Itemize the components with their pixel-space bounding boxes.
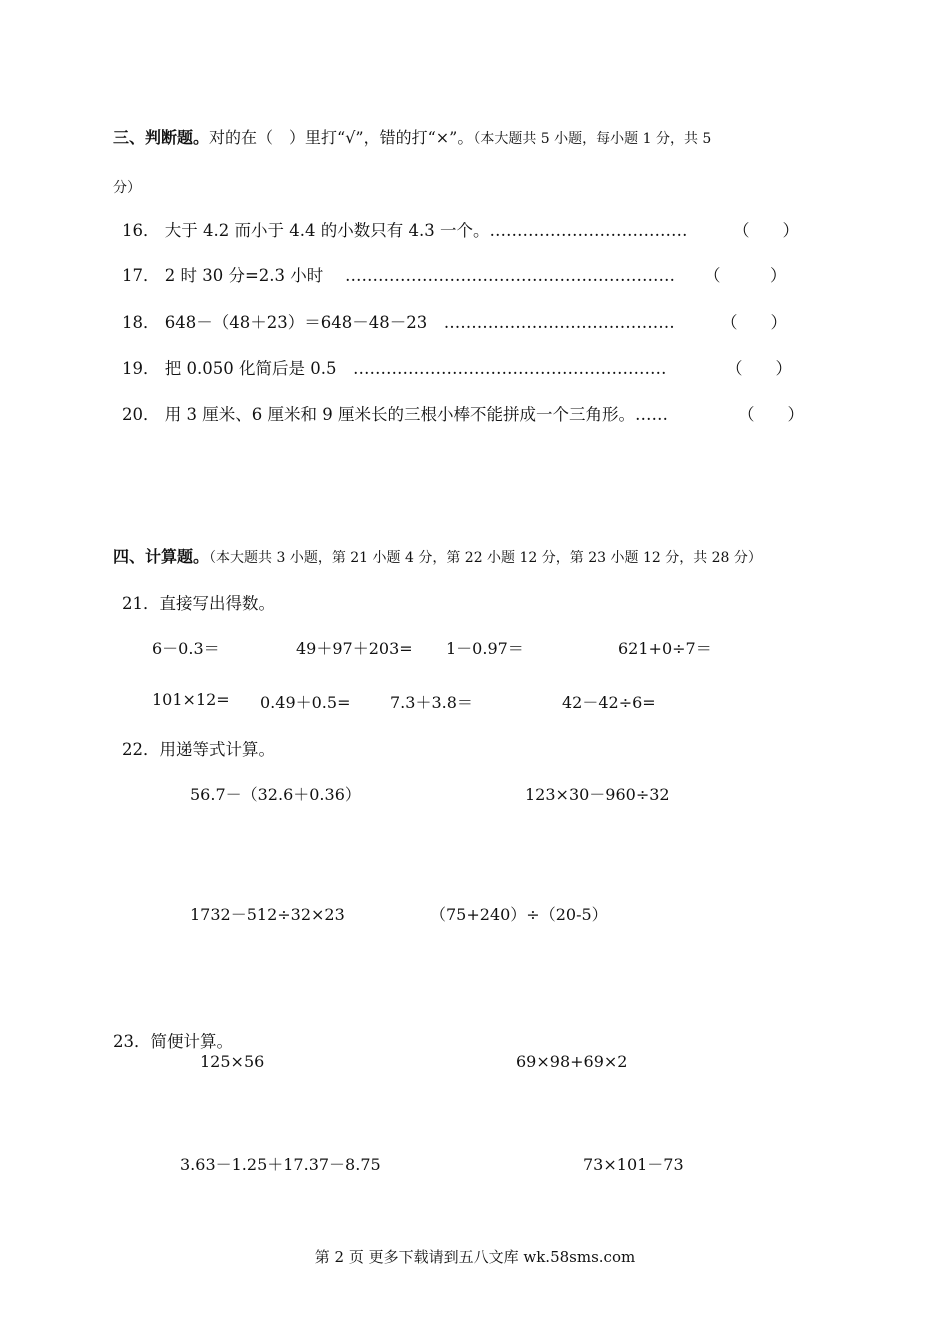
q22-expr: 1732－512÷32×23 — [190, 905, 345, 924]
q21-expr: 621+0÷7＝ — [618, 639, 712, 658]
answer-paren-19[interactable]: （ ） — [726, 359, 792, 378]
answer-paren-18[interactable]: （ ） — [721, 313, 787, 332]
item-text: 648－（48＋23）＝648－48－23 …………………………………… — [164, 313, 675, 332]
item-number: 17． — [122, 266, 160, 285]
q23-label: 23．简便计算。 — [113, 1032, 233, 1051]
section4-note: （本大题共 3 小题，第 21 小题 4 分，第 22 小题 12 分，第 23 小题 12 分，共 28 分） — [209, 550, 762, 566]
section3-note-cont: 分） — [113, 180, 141, 196]
section3-header — [113, 125, 711, 148]
q21-expr: 7.3＋3.8＝ — [390, 693, 473, 712]
item-text: 用 3 厘米、6 厘米和 9 厘米长的三根小棒不能拼成一个三角形。…… — [164, 405, 668, 424]
q23-expr: 125×56 — [200, 1052, 265, 1071]
q22-expr: 56.7－（32.6＋0.36） — [190, 785, 361, 804]
q22-expr: （75+240）÷（20-5） — [430, 905, 608, 924]
q21-expr: 42－42÷6= — [562, 693, 656, 712]
item-text: 2 时 30 分=2.3 小时 …………………………………………………… — [164, 266, 676, 285]
item-number: 19． — [122, 359, 160, 378]
q21-label: 21．直接写出得数。 — [122, 594, 275, 613]
q23-expr: 73×101－73 — [583, 1155, 684, 1174]
judge-item-20 — [122, 401, 668, 425]
q21-expr: 1－0.97＝ — [446, 639, 524, 658]
q22-expr: 123×30－960÷32 — [525, 785, 670, 804]
item-number: 16． — [122, 221, 160, 240]
q23-expr: 3.63－1.25＋17.37－8.75 — [180, 1155, 381, 1174]
judge-item-18 — [122, 309, 675, 333]
q21-expr: 49＋97＋203= — [296, 639, 413, 658]
section3-title: 三、判断题。 — [113, 128, 210, 147]
section3-instruction: 对的在（ ）里打“√”，错的打“×”。 — [209, 128, 474, 147]
q23-expr: 69×98+69×2 — [516, 1052, 628, 1071]
judge-item-17 — [122, 262, 675, 286]
q22-label: 22．用递等式计算。 — [122, 740, 275, 759]
q21-expr: 6－0.3＝ — [152, 639, 220, 658]
answer-paren-16[interactable]: （ ） — [733, 221, 799, 240]
section4-title: 四、计算题。 — [113, 547, 210, 566]
judge-item-19 — [122, 355, 666, 379]
answer-paren-20[interactable]: （ ） — [738, 405, 804, 424]
section4-header — [113, 544, 762, 567]
judge-item-16 — [122, 217, 687, 241]
item-text: 把 0.050 化简后是 0.5 ………………………………………………… — [164, 359, 667, 378]
section3-note: （本大题共 5 小题，每小题 1 分，共 5 — [473, 131, 712, 147]
item-number: 18． — [122, 313, 160, 332]
q21-expr: 101×12= — [152, 690, 230, 709]
item-text: 大于 4.2 而小于 4.4 的小数只有 4.3 一个。……………………………… — [164, 221, 688, 240]
item-number: 20． — [122, 405, 160, 424]
page-footer: 第 2 页 更多下载请到五八文库 wk.58sms.com — [314, 1248, 636, 1266]
answer-paren-17[interactable]: （ ） — [704, 266, 787, 285]
q21-expr: 0.49＋0.5= — [260, 693, 351, 712]
